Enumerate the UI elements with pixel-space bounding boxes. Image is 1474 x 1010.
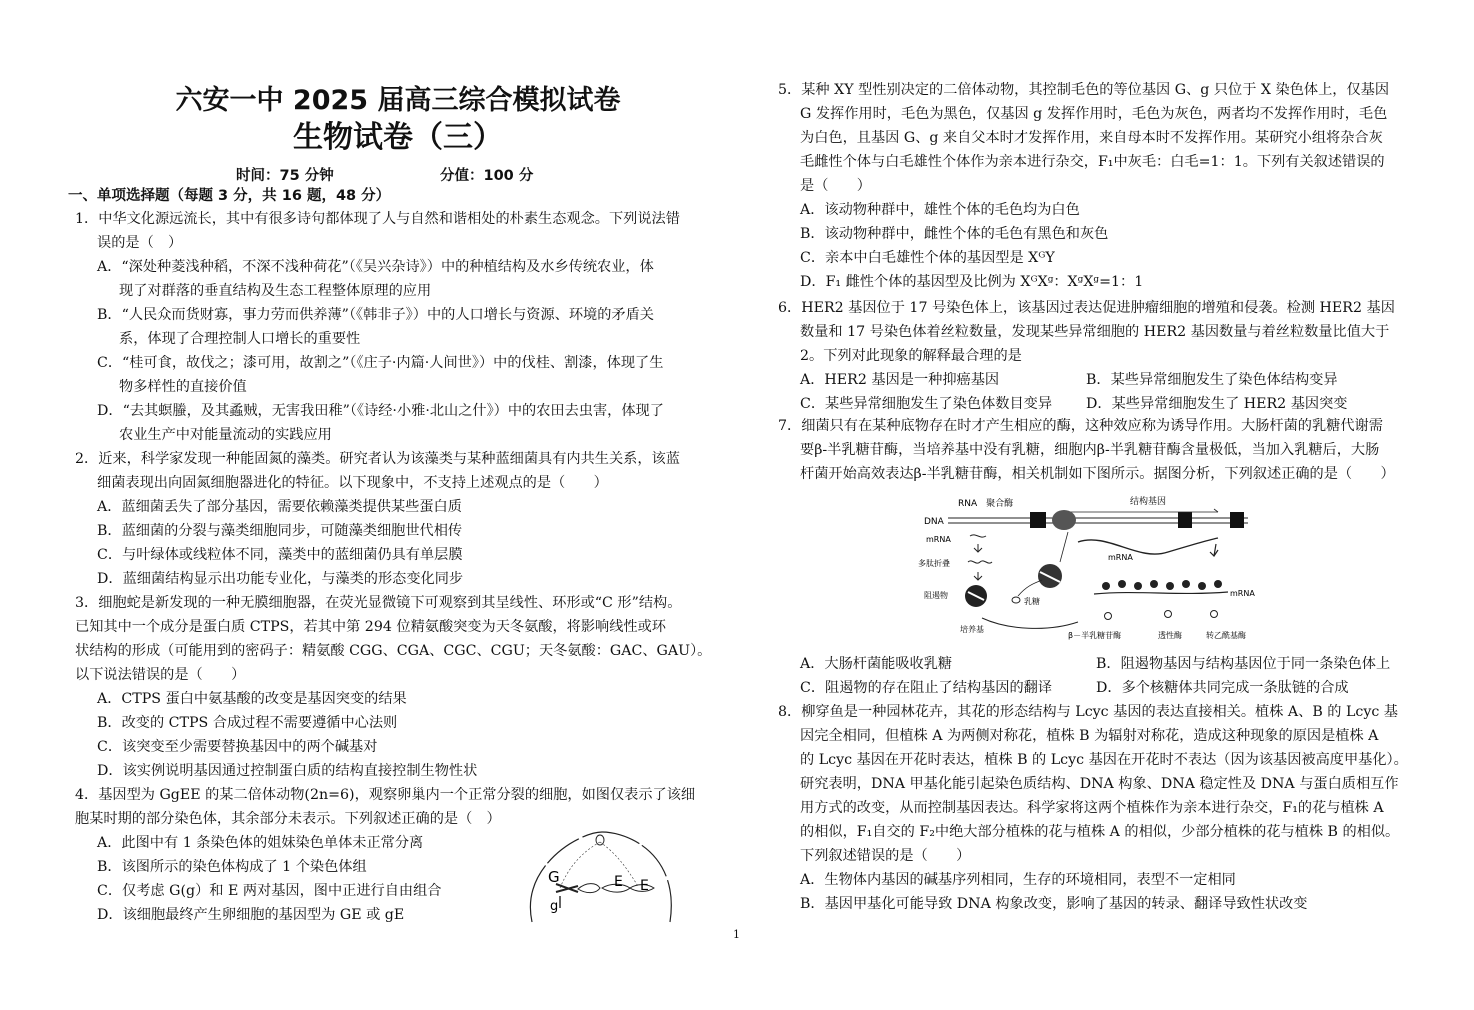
q5-option-d: D．F₁ 雌性个体的基因型及比例为 XᴳXᵍ：XᵍXᵍ=1：1 (800, 274, 1144, 290)
page-subtitle: 生物试卷（三） (293, 120, 503, 155)
q3-stem: 状结构的形成（可能用到的密码子：精氨酸 CGG、CGA、CGC、CGU；天冬氨酸：GAC、GAU）。 (75, 643, 712, 659)
q5-option-c: C．亲本中白毛雄性个体的基因型是 XᴳY (800, 250, 1055, 266)
q3-option-b: B．改变的 CTPS 合成过程不需要遵循中心法则 (97, 715, 398, 731)
q2-option-a: A．蓝细菌丢失了部分基因，需要依赖藻类提供某些蛋白质 (97, 499, 462, 515)
page-title: 六安一中 2025 届高三综合模拟试卷 (175, 85, 621, 116)
q8-stem: 的相似，F₁自交的 F₂中绝大部分植株的花与植株 A 的相似，少部分植株的花与植株 B 的相似。 (800, 824, 1400, 840)
gene-label-G: G (548, 868, 560, 886)
fig-rna-polymerase: RNA 聚合酶 (958, 499, 1014, 509)
q1-option-a: 现了对群落的垂直结构及生态工程整体原理的应用 (119, 283, 432, 299)
q2-option-c: C．与叶绿体或线粒体不同，藻类中的蓝细菌仍具有单层膜 (97, 547, 463, 563)
q8-option-b: B．基因甲基化可能导致 DNA 构象改变，影响了基因的转录、翻译导致性状改变 (800, 896, 1308, 912)
q7-stem: 杆菌开始高效表达β-半乳糖苷酶，相关机制如下图所示。据图分析，下列叙述正确的是（ ） (800, 466, 1395, 482)
q8-stem: 下列叙述错误的是（ ） (800, 848, 971, 864)
lac-operon-figure (918, 492, 1278, 644)
fig-mrna-mid: mRNA (1108, 553, 1133, 562)
fig-enzyme-permease: 透性酶 (1158, 631, 1182, 640)
fig-enzyme-transacetylase: 转乙酰基酶 (1206, 631, 1246, 640)
q4-option-d: D．该细胞最终产生卵细胞的基因型为 GE 或 gE (97, 907, 405, 923)
fig-mrna-left: mRNA (926, 535, 951, 544)
q8-option-a: A．生物体内基因的碱基序列相同，生存的环境相同，表型不一定相同 (800, 872, 1236, 888)
exam-time: 时间：75 分钟 (236, 168, 334, 184)
gene-label-g: g (550, 899, 559, 914)
fig-lactose: 乳糖 (1024, 597, 1040, 606)
q1-option-a: A．“深处种菱浅种稻，不深不浅种荷花”（《吴兴杂诗》）中的种植结构及水乡传统农业，体 (97, 259, 654, 275)
q4-option-c: C．仅考虑 G(g）和 E 两对基因，图中正进行自由组合 (97, 883, 442, 899)
q1-option-d: D．“去其螟螣，及其蟊贼，无害我田稚”（《诗经·小雅·北山之什》）中的农田去虫害，体现了 (97, 403, 664, 419)
q7-option-a: A．大肠杆菌能吸收乳糖 (800, 656, 953, 672)
q3-stem: 以下说法错误的是（ ） (75, 667, 246, 683)
q2-option-d: D．蓝细菌结构显示出功能专业化，与藻类的形态变化同步 (97, 571, 464, 587)
q8-stem: 用方式的改变，从而控制基因表达。科学家将这两个植株作为亲本进行杂交，F₁的花与植株 A (800, 800, 1384, 816)
q1-option-d: 农业生产中对能量流动的实践应用 (119, 427, 332, 443)
q8-stem: 研究表明，DNA 甲基化能引起染色质结构、DNA 构象、DNA 稳定性及 DNA 与蛋白质相互作 (800, 776, 1399, 792)
q6-stem: 数量和 17 号染色体着丝粒数量，发现某些异常细胞的 HER2 基因数量与着丝粒数量比值大于 (800, 324, 1390, 340)
exam-score: 分值：100 分 (440, 168, 534, 184)
fig-mrna-right: mRNA (1230, 589, 1255, 598)
q1-option-c: 物多样性的直接价值 (119, 379, 247, 395)
q5-option-b: B．该动物种群中，雌性个体的毛色有黑色和灰色 (800, 226, 1109, 242)
q1-stem: 1．中华文化源远流长，其中有很多诗句都体现了人与自然和谐相处的朴素生态观念。下列说法错 (75, 211, 680, 227)
q4-stem: 胞某时期的部分染色体，其余部分未表示。下列叙述正确的是（ ） (75, 811, 501, 827)
gene-label-E2: E (640, 878, 649, 894)
q5-stem: 5．某种 XY 型性别决定的二倍体动物，其控制毛色的等位基因 G、g 只位于 X 染色体上，仅基因 (778, 82, 1390, 98)
q1-option-b: 系，体现了合理控制人口增长的重要性 (119, 331, 361, 347)
q5-stem: 毛雌性个体与白毛雄性个体作为亲本进行杂交，F₁中灰毛：白毛=1：1。下列有关叙述错误的 (800, 154, 1385, 170)
q8-stem: 因完全相同，但植株 A 为两侧对称花，植株 B 为辐射对称花，造成这种现象的原因是植株 A (800, 728, 1379, 744)
q2-stem: 2．近来，科学家发现一种能固氮的藻类。研究者认为该藻类与某种蓝细菌具有内共生关系，该蓝 (75, 451, 680, 467)
q7-stem: 要β-半乳糖苷酶，当培养基中没有乳糖，细胞内β-半乳糖苷酶含量极低，当加入乳糖后，大肠 (800, 442, 1380, 458)
page-number: 1 (733, 928, 740, 941)
q4-option-b: B．该图所示的染色体构成了 1 个染色体组 (97, 859, 367, 875)
q5-stem: G 发挥作用时，毛色为黑色，仅基因 g 发挥作用时，毛色为灰色，两者均不发挥作用时，毛色 (800, 106, 1388, 122)
q6-option-c: C．某些异常细胞发生了染色体数目变异 (800, 396, 1053, 412)
gene-label-E1: E (614, 874, 623, 890)
q3-stem: 3．细胞蛇是新发现的一种无膜细胞器，在荧光显微镜下可观察到其呈线性、环形或“C 形”结构。 (75, 595, 682, 611)
q7-stem: 7．细菌只有在某种底物存在时才产生相应的酶，这种效应称为诱导作用。大肠杆菌的乳糖代谢需 (778, 418, 1383, 434)
q3-stem: 已知其中一个成分是蛋白质 CTPS，若其中第 294 位精氨酸突变为天冬氨酸，将影响线性或环 (75, 619, 666, 635)
q3-option-c: C．该突变至少需要替换基因中的两个碱基对 (97, 739, 378, 755)
fig-culture-medium: 培养基 (960, 625, 984, 634)
q7-option-c: C．阻遏物的存在阻止了结构基因的翻译 (800, 680, 1053, 696)
q3-option-d: D．该实例说明基因通过控制蛋白质的结构直接控制生物性状 (97, 763, 478, 779)
fig-repressor: 阻遏物 (924, 591, 948, 600)
q7-option-b: B．阻遏物基因与结构基因位于同一条染色体上 (1096, 656, 1391, 672)
section-heading: 一、单项选择题（每题 3 分，共 16 题，48 分） (68, 188, 391, 204)
q1-stem: 误的是（ ） (97, 235, 183, 251)
q3-option-a: A．CTPS 蛋白中氨基酸的改变是基因突变的结果 (97, 691, 407, 707)
q6-option-a: A．HER2 基因是一种抑癌基因 (800, 372, 1000, 388)
fig-structural-gene: 结构基因 (1130, 497, 1167, 507)
q8-stem: 的 Lcyc 基因在开花时表达，植株 B 的 Lcyc 基因在开花时不表达（因为该基因被高度甲基化）。 (800, 752, 1408, 768)
q7-option-d: D．多个核糖体共同完成一条肽链的合成 (1096, 680, 1349, 696)
q1-option-b: B．“人民众而货财寡，事力劳而供养薄”（《韩非子》）中的人口增长与资源、环境的矛盾关 (97, 307, 654, 323)
fig-peptide-folding: 多肽折叠 (918, 559, 950, 568)
q5-stem: 是（ ） (800, 178, 871, 194)
q5-stem: 为白色，且基因 G、g 来自父本时才发挥作用，来自母本时不发挥作用。某研究小组将杂合灰 (800, 130, 1383, 146)
q2-option-b: B．蓝细菌的分裂与藻类细胞同步，可随藻类细胞世代相传 (97, 523, 463, 539)
q6-stem: 2。下列对此现象的解释最合理的是 (800, 348, 1022, 364)
q6-option-d: D．某些异常细胞发生了 HER2 基因突变 (1086, 396, 1348, 412)
fig-enzyme-galactosidase: β－半乳糖苷酶 (1068, 631, 1122, 640)
q6-stem: 6．HER2 基因位于 17 号染色体上，该基因过表达促进肿瘤细胞的增殖和侵袭。检测 HER2 基因 (778, 300, 1395, 316)
q1-option-c: C．“桂可食，故伐之；漆可用，故割之”（《庄子·内篇·人间世》）中的伐桂、割漆，体现了生 (97, 355, 664, 371)
q8-stem: 8．柳穿鱼是一种园林花卉，其花的形态结构与 Lcyc 基因的表达直接相关。植株 A、B 的 Lcyc 基 (778, 704, 1398, 720)
q6-option-b: B．某些异常细胞发生了染色体结构变异 (1086, 372, 1338, 388)
q5-option-a: A．该动物种群中，雄性个体的毛色均为白色 (800, 202, 1080, 218)
q4-stem: 4．基因型为 GgEE 的某二倍体动物(2n=6)，观察卵巢内一个正常分裂的细胞，如图仅表示了该细 (75, 787, 696, 803)
fig-dna: DNA (924, 517, 944, 527)
q4-option-a: A．此图中有 1 条染色体的姐妹染色单体未正常分离 (97, 835, 424, 851)
cell-division-figure (520, 826, 680, 926)
q2-stem: 细菌表现出向固氮细胞器进化的特征。以下现象中，不支持上述观点的是（ ） (97, 475, 608, 491)
